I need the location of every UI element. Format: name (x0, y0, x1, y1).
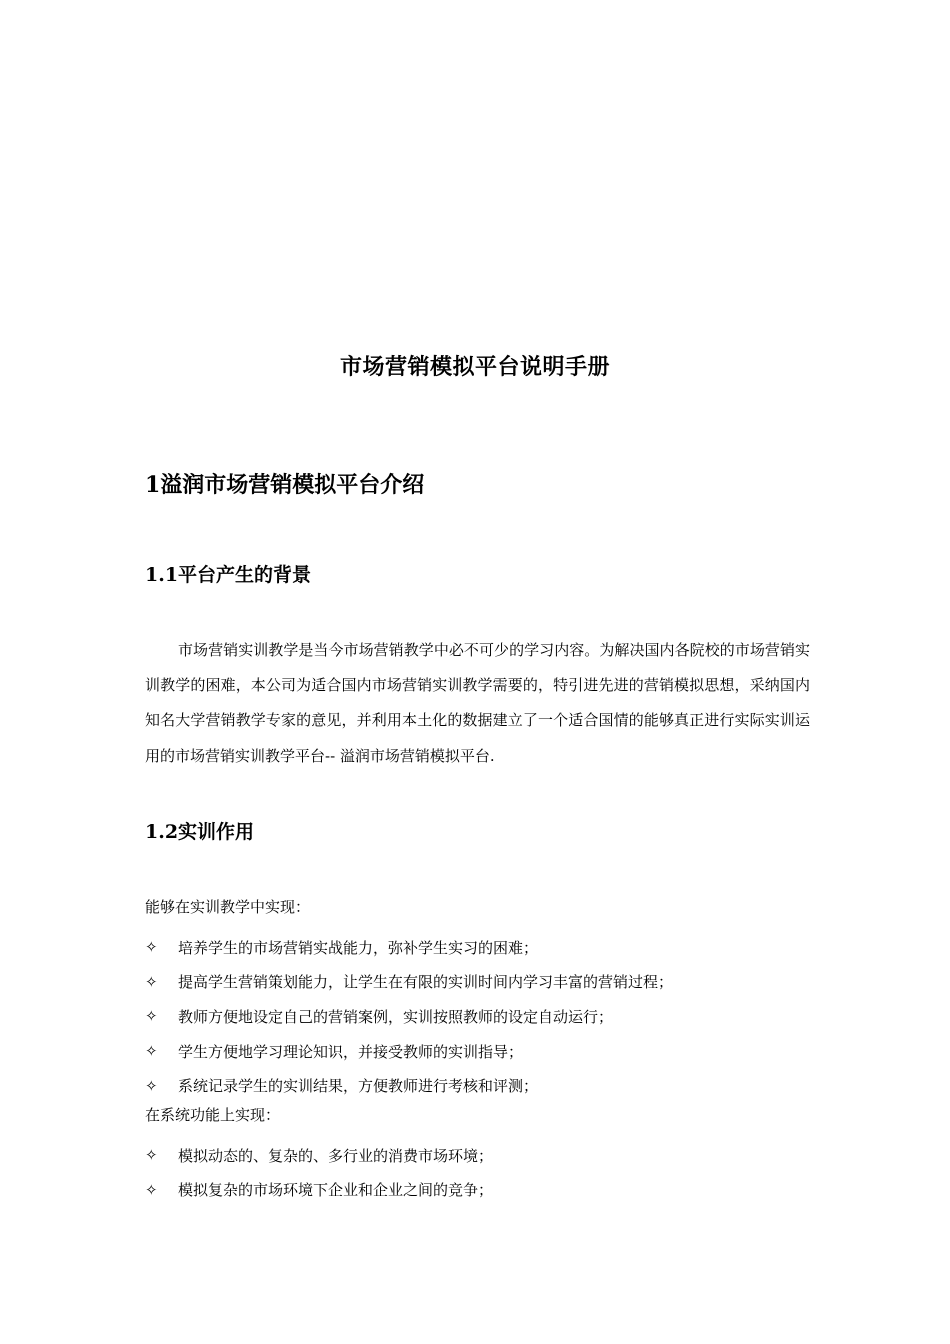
list-item (145, 965, 673, 1000)
section-1-heading: 1溢润市场营销模拟平台介绍 (145, 472, 425, 498)
list-item-text: 提高学生营销策划能力，让学生在有限的实训时间内学习丰富的营销过程； (178, 973, 674, 992)
diamond-bullet-icon: ✧ (145, 1007, 158, 1026)
page-title: 市场营销模拟平台说明手册 (339, 354, 610, 380)
list-item (145, 930, 673, 965)
diamond-bullet-icon: ✧ (145, 1146, 158, 1165)
section-1-2-heading: 1.2实训作用 (145, 821, 255, 843)
list-item (145, 1173, 493, 1208)
list-item-text: 教师方便地设定自己的营销案例，实训按照教师的设定自动运行； (178, 1007, 614, 1026)
list-item (145, 1034, 673, 1069)
system-list (145, 1138, 493, 1207)
list-item-text: 学生方便地学习理论知识，并接受教师的实训指导； (178, 1042, 524, 1061)
list-item-text: 模拟动态的、复杂的、多行业的消费市场环境； (178, 1146, 494, 1165)
diamond-bullet-icon: ✧ (145, 938, 158, 957)
list-item (145, 1138, 493, 1173)
diamond-bullet-icon: ✧ (145, 1076, 158, 1095)
list-item (145, 1068, 673, 1103)
list-item-text: 培养学生的市场营销实战能力，弥补学生实习的困难； (178, 938, 539, 957)
diamond-bullet-icon: ✧ (145, 972, 158, 991)
diamond-bullet-icon: ✧ (145, 1180, 158, 1199)
teaching-intro: 能够在实训教学中实现： (145, 898, 311, 916)
list-item-text: 模拟复杂的市场环境下企业和企业之间的竞争； (178, 1181, 494, 1200)
background-paragraph: 市场营销实训教学是当今市场营销教学中必不可少的学习内容。为解决国内各院校的市场营销实训教学的困难，本公司为适合国内市场营销实训教学需要的，特引进先进的营销模拟思想，采纳国内知名大学营销教学专家的意见，并利用本土化的数据建立了一个适合国情的能够真正进行实际实训运用的市场营销实训教学平台-- 溢润市场营销模拟平台. (145, 641, 810, 765)
diamond-bullet-icon: ✧ (145, 1042, 158, 1061)
system-intro: 在系统功能上实现： (145, 1106, 281, 1124)
list-item-text: 系统记录学生的实训结果，方便教师进行考核和评测； (178, 1077, 539, 1096)
section-1-1-heading: 1.1平台产生的背景 (145, 564, 312, 586)
list-item (145, 999, 673, 1034)
teaching-list (145, 930, 673, 1103)
